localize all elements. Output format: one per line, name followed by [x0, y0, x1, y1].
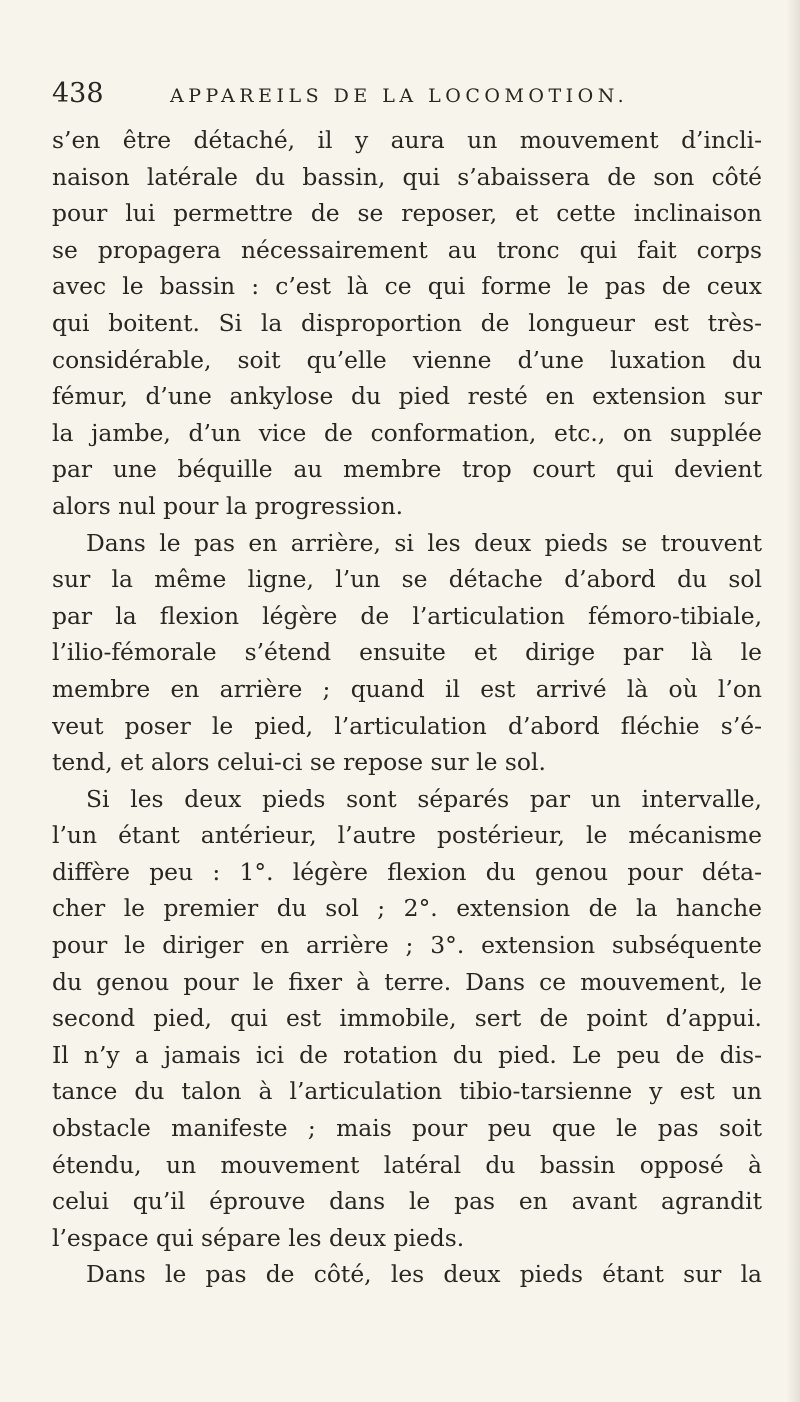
text-line: Dans le pas de côté, les deux pieds étant sur la [86, 1260, 762, 1289]
book-page [52, 78, 762, 1293]
text-line: Il n’y a jamais ici de rotation du pied. Le peu de dis- [52, 1040, 762, 1069]
page-number: 438 [52, 78, 104, 109]
text-line: par une béquille au membre trop court qui devient [52, 455, 762, 484]
text-line: par la flexion légère de l’articulation fémoro-tibiale, [52, 601, 762, 630]
text-line: celui qu’il éprouve dans le pas en avant agrandit [52, 1187, 762, 1216]
text-line: étendu, un mouvement latéral du bassin opposé à [52, 1150, 762, 1179]
text-line: pour lui permettre de se reposer, et cette inclinaison [52, 199, 762, 228]
running-title: APPAREILS DE LA LOCOMOTION. [170, 85, 629, 107]
text-line: sur la même ligne, l’un se détache d’abord du sol [52, 565, 762, 594]
text-line: obstacle manifeste ; mais pour peu que le pas soit [52, 1114, 762, 1143]
text-line: tend, et alors celui-ci se repose sur le sol. [52, 748, 546, 777]
text-line: considérable, soit qu’elle vienne d’une luxation du [52, 345, 762, 374]
text-line: alors nul pour la progression. [52, 491, 404, 520]
text-line: diffère peu : 1°. légère flexion du genou pour déta- [52, 857, 762, 886]
text-line: avec le bassin : c’est là ce qui forme le pas de ceux [52, 272, 762, 301]
text-line: l’ilio-fémorale s’étend ensuite et dirige par là le [52, 638, 762, 667]
text-line: cher le premier du sol ; 2°. extension de la hanche [52, 894, 762, 923]
text-line: Si les deux pieds sont séparés par un intervalle, [86, 784, 762, 813]
body-text [52, 122, 762, 1293]
text-line: l’espace qui sépare les deux pieds. [52, 1223, 465, 1252]
page-header [52, 78, 762, 112]
text-line: s’en être détaché, il y aura un mouvement d’incli- [52, 126, 762, 154]
text-line: naison latérale du bassin, qui s’abaissera de son côté [52, 162, 762, 191]
text-line: tance du talon à l’articulation tibio-tarsienne y est un [52, 1077, 762, 1106]
text-line: qui boitent. Si la disproportion de longueur est très- [52, 308, 762, 337]
text-line: se propagera nécessairement au tronc qui fait corps [52, 235, 762, 264]
text-line: membre en arrière ; quand il est arrivé là où l’on [52, 674, 762, 703]
text-line: veut poser le pied, l’articulation d’abord fléchie s’é- [52, 711, 762, 740]
text-line: second pied, qui est immobile, sert de point d’appui. [52, 1004, 762, 1033]
text-line: Dans le pas en arrière, si les deux pieds se trouvent [86, 528, 762, 557]
text-line: du genou pour le fixer à terre. Dans ce mouvement, le [52, 967, 762, 996]
page-edge-shadow [786, 0, 800, 1402]
text-line: pour le diriger en arrière ; 3°. extension subséquente [52, 931, 762, 960]
text-line: l’un étant antérieur, l’autre postérieur, le mécanisme [52, 821, 762, 850]
text-line: fémur, d’une ankylose du pied resté en extension sur [52, 382, 762, 411]
text-line: la jambe, d’un vice de conformation, etc., on supplée [52, 418, 762, 447]
